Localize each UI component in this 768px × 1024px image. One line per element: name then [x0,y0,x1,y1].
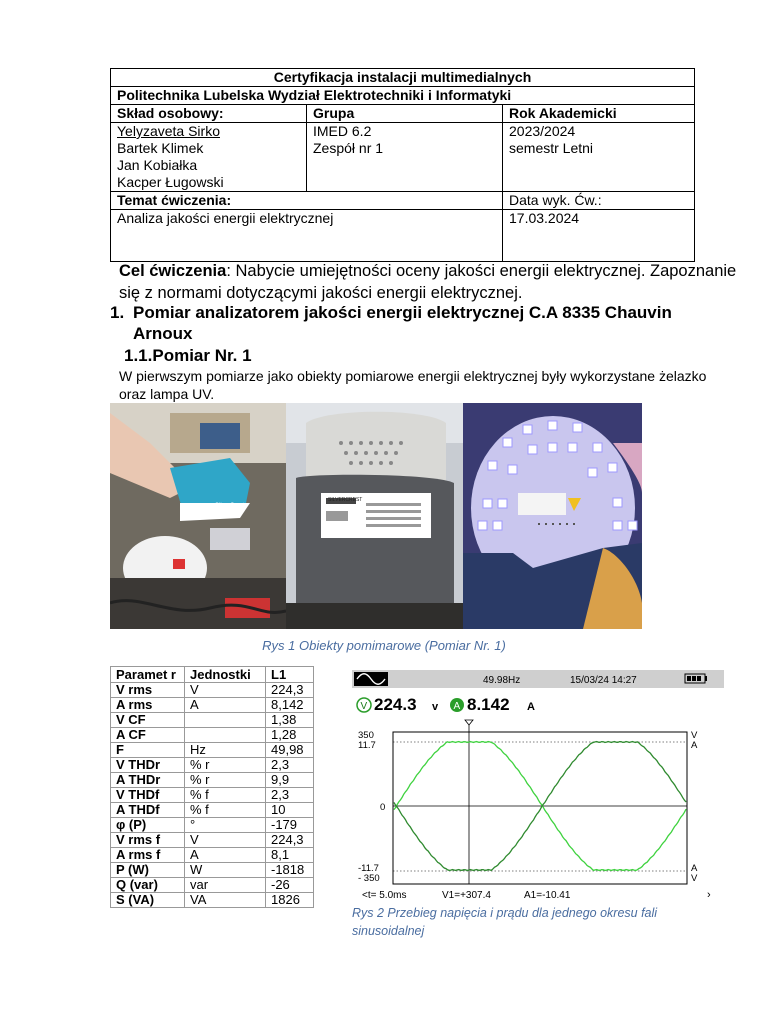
section-number: 1. [110,303,125,322]
current-readout: 8.142 [467,695,510,714]
table-row [111,833,314,848]
table-row [111,743,314,758]
current-unit: A [527,701,535,713]
param-name: A THDf [111,803,185,818]
scope-frequency: 49.98Hz [483,675,521,686]
group-name: IMED 6.2 [313,123,372,139]
table-row [111,878,314,893]
date-label: Data wyk. Ćw.: [503,192,695,210]
table-row [111,758,314,773]
param-name: V THDr [111,758,185,773]
battery-tip [705,676,707,681]
param-unit: Hz [185,743,266,758]
param-value: 2,3 [266,788,314,803]
member-name: Yelyzaveta Sirko [117,123,220,139]
param-value: 1826 [266,893,314,908]
body-paragraph: W pierwszym pomiarze jako obiekty pomiarowe energii elektrycznej były wykorzystane żelazko oraz lampa UV. [119,368,707,402]
figure-caption-2: Rys 2 Przebieg napięcia i prądu dla jednego okresu fali sinusoidalnej [352,906,658,938]
member-name: Kacper Ługowski [117,174,224,190]
photo-uv-lamp [463,403,642,629]
col-header-year: Rok Akademicki [503,105,695,123]
header-l1: L1 [266,667,314,683]
scope-screen [352,670,724,900]
battery-cell [697,676,701,681]
iron-label-text: SILVERCREST [328,497,363,503]
header-institution: Politechnika Lubelska Wydział Elektrotechniki i Informatyki [111,87,695,105]
iron-brand-label: SilverCrest [215,503,245,509]
param-name: A rms f [111,848,185,863]
param-unit: A [185,848,266,863]
academic-year: 2023/2024 [509,123,576,139]
param-unit: W [185,863,266,878]
voltage-unit: v [432,701,439,713]
param-name: F [111,743,185,758]
header-unit: Jednostki [185,667,266,683]
photo-iron-and-lamp [110,403,286,629]
member-name: Bartek Klimek [117,140,204,156]
param-value: 8,142 [266,698,314,713]
right-label-v-bottom: V [691,873,698,884]
right-label-a-bottom: A [691,863,698,874]
table-row [111,773,314,788]
goal-text: : Nabycie umiejętności oceny jakości energii elektrycznej. Zapoznanie się z normami dotyczącymi jakości energii elektrycznej. [119,262,737,302]
param-unit: % f [185,788,266,803]
y-label-top-a: 11.7 [358,740,376,751]
col-header-group: Grupa [307,105,503,123]
header-title: Certyfikacja instalacji multimedialnych [111,69,695,87]
current-cursor-value: A1=-10.41 [524,890,571,900]
table-row [111,728,314,743]
voltage-cursor-value: V1=+307.4 [442,890,491,900]
param-name: V CF [111,713,185,728]
header-param: Paramet r [111,667,185,683]
photo-uv-lamp-image [463,403,642,629]
param-value: 10 [266,803,314,818]
param-unit: % r [185,758,266,773]
figure-caption-1: Rys 1 Obiekty pomimarowe (Pomiar Nr. 1) [262,638,506,653]
photo-iron-label [286,403,463,629]
topic-label: Temat ćwiczenia: [111,192,503,210]
team-name: Zespół nr 1 [313,140,384,156]
y-label-top-v: 350 [358,730,374,741]
voltage-badge-letter: V [360,701,368,712]
goal-paragraph [119,260,739,304]
param-unit [185,728,266,743]
subsection-heading: 1.1.Pomiar Nr. 1 [124,346,252,365]
param-name: A rms [111,698,185,713]
param-unit: % f [185,803,266,818]
photo-iron-label-image [286,403,463,629]
param-value: 1,38 [266,713,314,728]
param-unit: A [185,698,266,713]
param-unit: V [185,683,266,698]
scope-status-bar [352,670,724,688]
parameter-table [110,666,314,908]
trigger-marker-icon [465,720,473,725]
param-name: V THDf [111,788,185,803]
param-name: P (W) [111,863,185,878]
table-row [111,803,314,818]
year-cell [503,123,695,192]
table-header-row [111,667,314,683]
header-table [110,68,695,262]
param-value: 224,3 [266,833,314,848]
param-value: -26 [266,878,314,893]
y-label-bottom-v: - 350 [358,873,380,884]
topic-value: Analiza jakości energii elektrycznej [111,210,503,262]
param-name: V rms f [111,833,185,848]
time-base: <t= 5.0ms [362,890,407,900]
battery-cell [687,676,691,681]
group-cell [307,123,503,192]
param-value: 9,9 [266,773,314,788]
param-value: -179 [266,818,314,833]
photo-iron-and-lamp-image [110,403,286,629]
param-name: φ (P) [111,818,185,833]
table-row [111,788,314,803]
param-name: Q (var) [111,878,185,893]
battery-cell [692,676,696,681]
param-name: S (VA) [111,893,185,908]
param-unit [185,713,266,728]
right-label-a-top: A [691,740,698,751]
param-value: 49,98 [266,743,314,758]
y-label-zero: 0 [380,802,386,813]
table-row [111,818,314,833]
y-label-bottom-a: -11.7 [358,863,379,874]
param-name: V rms [111,683,185,698]
param-value: 224,3 [266,683,314,698]
next-arrow-icon: › [707,889,711,900]
param-unit: ° [185,818,266,833]
table-row [111,863,314,878]
table-row [111,848,314,863]
param-unit: % r [185,773,266,788]
param-unit: V [185,833,266,848]
members-cell [111,123,307,192]
param-value: -1818 [266,863,314,878]
section-title: Pomiar analizatorem jakości energii elektrycznej C.A 8335 Chauvin Arnoux [133,303,672,343]
param-name: A THDr [111,773,185,788]
param-value: 1,28 [266,728,314,743]
col-header-members: Skład osobowy: [111,105,307,123]
date-value: 17.03.2024 [503,210,695,262]
scope-datetime: 15/03/24 14:27 [570,675,637,686]
goal-label: Cel ćwiczenia [119,262,227,280]
right-label-v-top: V [691,730,698,741]
table-row [111,893,314,908]
table-row [111,713,314,728]
scope-capture [352,670,724,900]
table-row [111,698,314,713]
current-badge-letter: A [453,701,461,712]
member-name: Jan Kobiałka [117,157,198,173]
param-value: 8,1 [266,848,314,863]
voltage-readout: 224.3 [374,695,417,714]
table-row [111,683,314,698]
param-name: A CF [111,728,185,743]
param-value: 2,3 [266,758,314,773]
param-unit: var [185,878,266,893]
param-unit: VA [185,893,266,908]
semester: semestr Letni [509,140,594,156]
